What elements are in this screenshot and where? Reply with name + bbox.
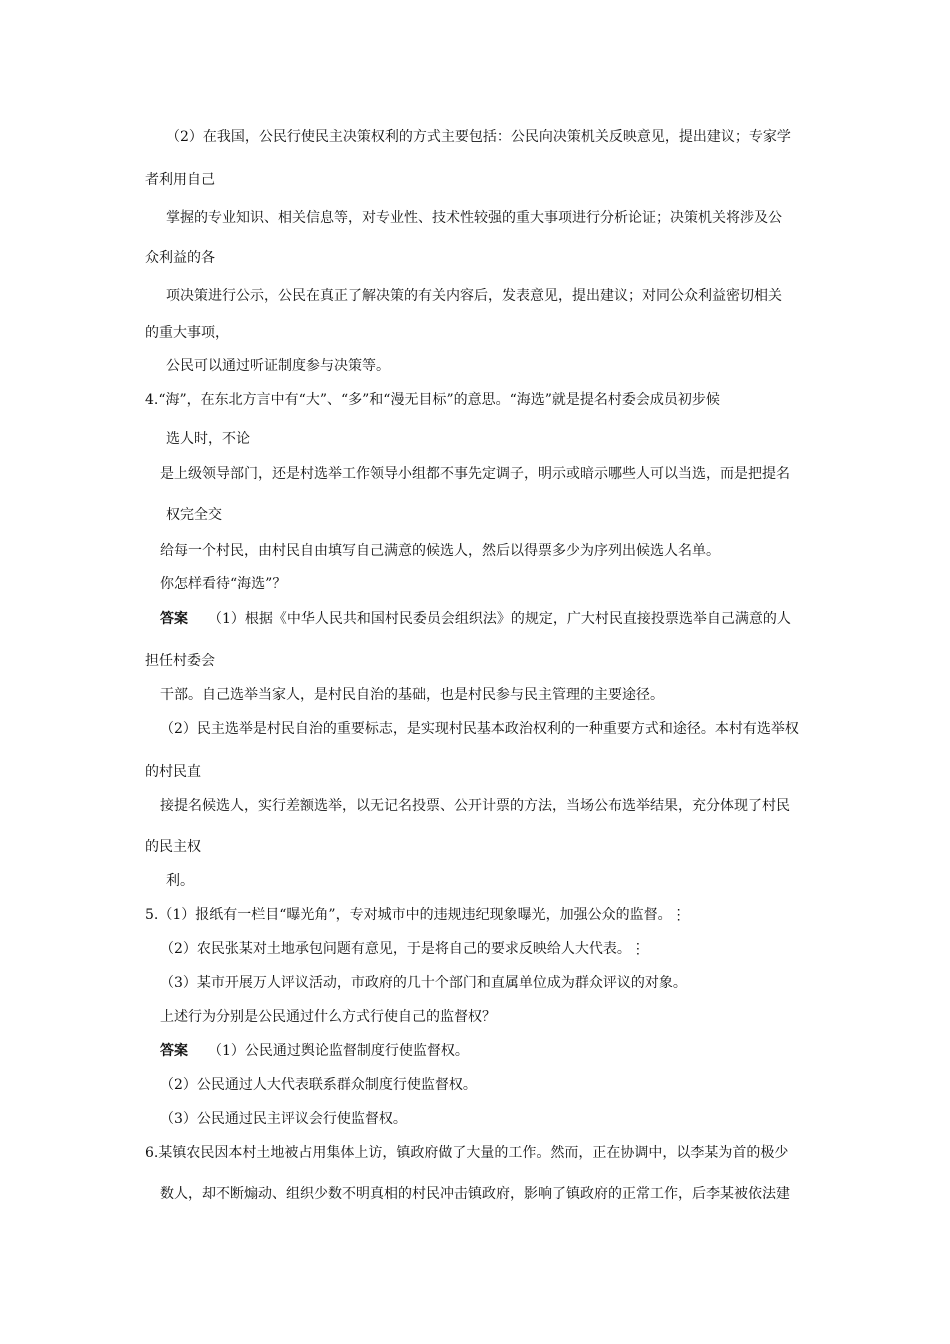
text-line: 项决策进行公示，公民在真正了解决策的有关内容后，发表意见，提出建议；对同公众利益密切相关 <box>166 288 782 304</box>
question-prompt: 上述行为分别是公民通过什么方式行使自己的监督权？ <box>160 1009 496 1025</box>
text-line: 利。 <box>166 873 194 889</box>
text-line: （2）民主选举是村民自治的重要标志，是实现村民基本政治权利的一种重要方式和途径。本村有选举权 <box>160 721 799 737</box>
text-line: 选人时，不论 <box>166 431 250 447</box>
question-4-text: 4.“海”，在东北方言中有“大”、“多”和“漫无目标”的意思。“海选”就是提名村委会成员初步候 <box>145 392 720 408</box>
text-line: 掌握的专业知识、相关信息等，对专业性、技术性较强的重大事项进行分析论证；决策机关将涉及公 <box>166 210 782 226</box>
answer-label: 答案 <box>160 1043 188 1059</box>
text-line: 公民可以通过听证制度参与决策等。 <box>166 358 390 374</box>
text-line: 权完全交 <box>166 507 222 523</box>
text-line: 的民主权 <box>145 839 201 855</box>
text-line: 的村民直 <box>145 764 201 780</box>
text-line: （3）公民通过民主评议会行使监督权。 <box>160 1111 407 1127</box>
text-line: （2）公民通过人大代表联系群众制度行使监督权。 <box>160 1077 477 1093</box>
text-line: 众利益的各 <box>145 250 215 266</box>
text-line: 给每一个村民，由村民自由填写自己满意的候选人，然后以得票多少为序列出候选人名单。 <box>160 543 720 559</box>
answer-label: 答案 <box>160 611 188 627</box>
text-line: 接提名候选人，实行差额选举，以无记名投票、公开计票的方法，当场公布选举结果，充分体现了村民 <box>160 798 790 814</box>
text-line: （2）农民张某对土地承包问题有意见，于是将自己的要求反映给人大代表。⋮ <box>160 941 645 957</box>
question-prompt: 你怎样看待“海选”？ <box>160 576 287 592</box>
text-line: （3）某市开展万人评议活动，市政府的几十个部门和直属单位成为群众评议的对象。 <box>160 975 687 991</box>
text-line: 者利用自己 <box>145 172 215 188</box>
question-6-text: 6.某镇农民因本村土地被占用集体上访，镇政府做了大量的工作。然而，正在协调中，以李某为首的极少 <box>145 1145 789 1161</box>
text-line: 担任村委会 <box>145 653 215 669</box>
text-line: 数人，却不断煽动、组织少数不明真相的村民冲击镇政府，影响了镇政府的正常工作，后李某被依法建 <box>160 1186 790 1202</box>
question-5-text: 5.（1）报纸有一栏目“曝光角”，专对城市中的违规违纪现象曝光，加强公众的监督。⋮ <box>145 907 686 923</box>
text-line: 干部。自己选举当家人，是村民自治的基础，也是村民参与民主管理的主要途径。 <box>160 687 664 703</box>
answer-text: （1）公民通过舆论监督制度行使监督权。 <box>208 1043 469 1059</box>
text-line: 的重大事项， <box>145 325 229 341</box>
answer-line <box>160 610 791 628</box>
answer-text: （1）根据《中华人民共和国村民委员会组织法》的规定，广大村民直接投票选举自己满意的人 <box>208 611 791 627</box>
answer-line <box>160 1042 469 1060</box>
text-line: （2）在我国，公民行使民主决策权利的方式主要包括：公民向决策机关反映意见，提出建议；专家学 <box>166 129 791 145</box>
text-line: 是上级领导部门，还是村选举工作领导小组都不事先定调子，明示或暗示哪些人可以当选，而是把提名 <box>160 466 790 482</box>
